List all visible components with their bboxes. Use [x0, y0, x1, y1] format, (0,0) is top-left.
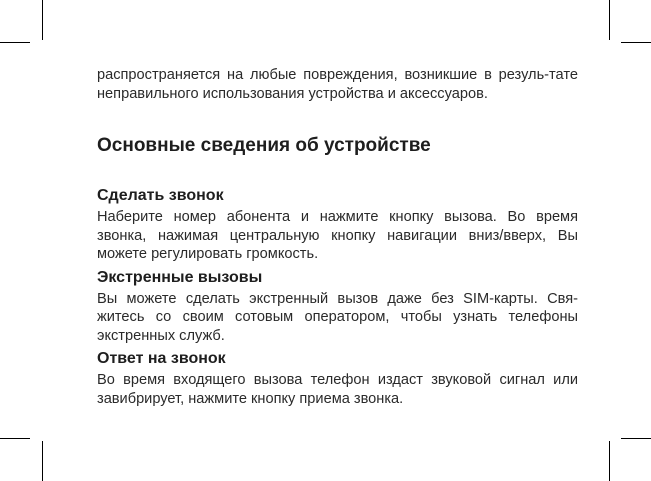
crop-mark-bottom-left-horizontal: [0, 438, 30, 439]
manual-page: [97, 66, 578, 408]
intro-paragraph: распространяется на любые повреждения, возникшие в резуль-тате неправильного использования устройства и аксессуаров.: [97, 67, 578, 102]
subsection-text-answer-call: Во время входящего вызова телефон издаст звуковой сигнал или завибрирует, нажмите кнопку приема звонка.: [97, 372, 578, 407]
subsection-title-emergency-calls: Экстренные вызовы: [97, 268, 263, 286]
crop-mark-top-left-horizontal: [0, 42, 30, 43]
crop-mark-top-right-vertical: [609, 0, 610, 40]
subsection-text-make-call: Наберите номер абонента и нажмите кнопку вызова. Во время звонка, нажимая центральную кнопку навигации вниз/вверх, Вы можете регулировать громкость.: [97, 209, 578, 262]
crop-mark-bottom-right-vertical: [609, 441, 610, 481]
crop-mark-top-left-vertical: [42, 0, 43, 40]
subsection-title-make-call: Сделать звонок: [97, 187, 224, 204]
crop-mark-bottom-right-horizontal: [621, 438, 651, 439]
section-title: Основные сведения об устройстве: [97, 135, 431, 156]
crop-mark-bottom-left-vertical: [42, 441, 43, 481]
subsection-text-emergency-calls: Вы можете сделать экстренный вызов даже без SIM-карты. Свя-житесь со своим сотовым оператором, чтобы узнать телефоны экстренных служб.: [97, 290, 578, 344]
crop-mark-top-right-horizontal: [621, 42, 651, 43]
subsection-title-answer-call: Ответ на звонок: [97, 350, 226, 367]
